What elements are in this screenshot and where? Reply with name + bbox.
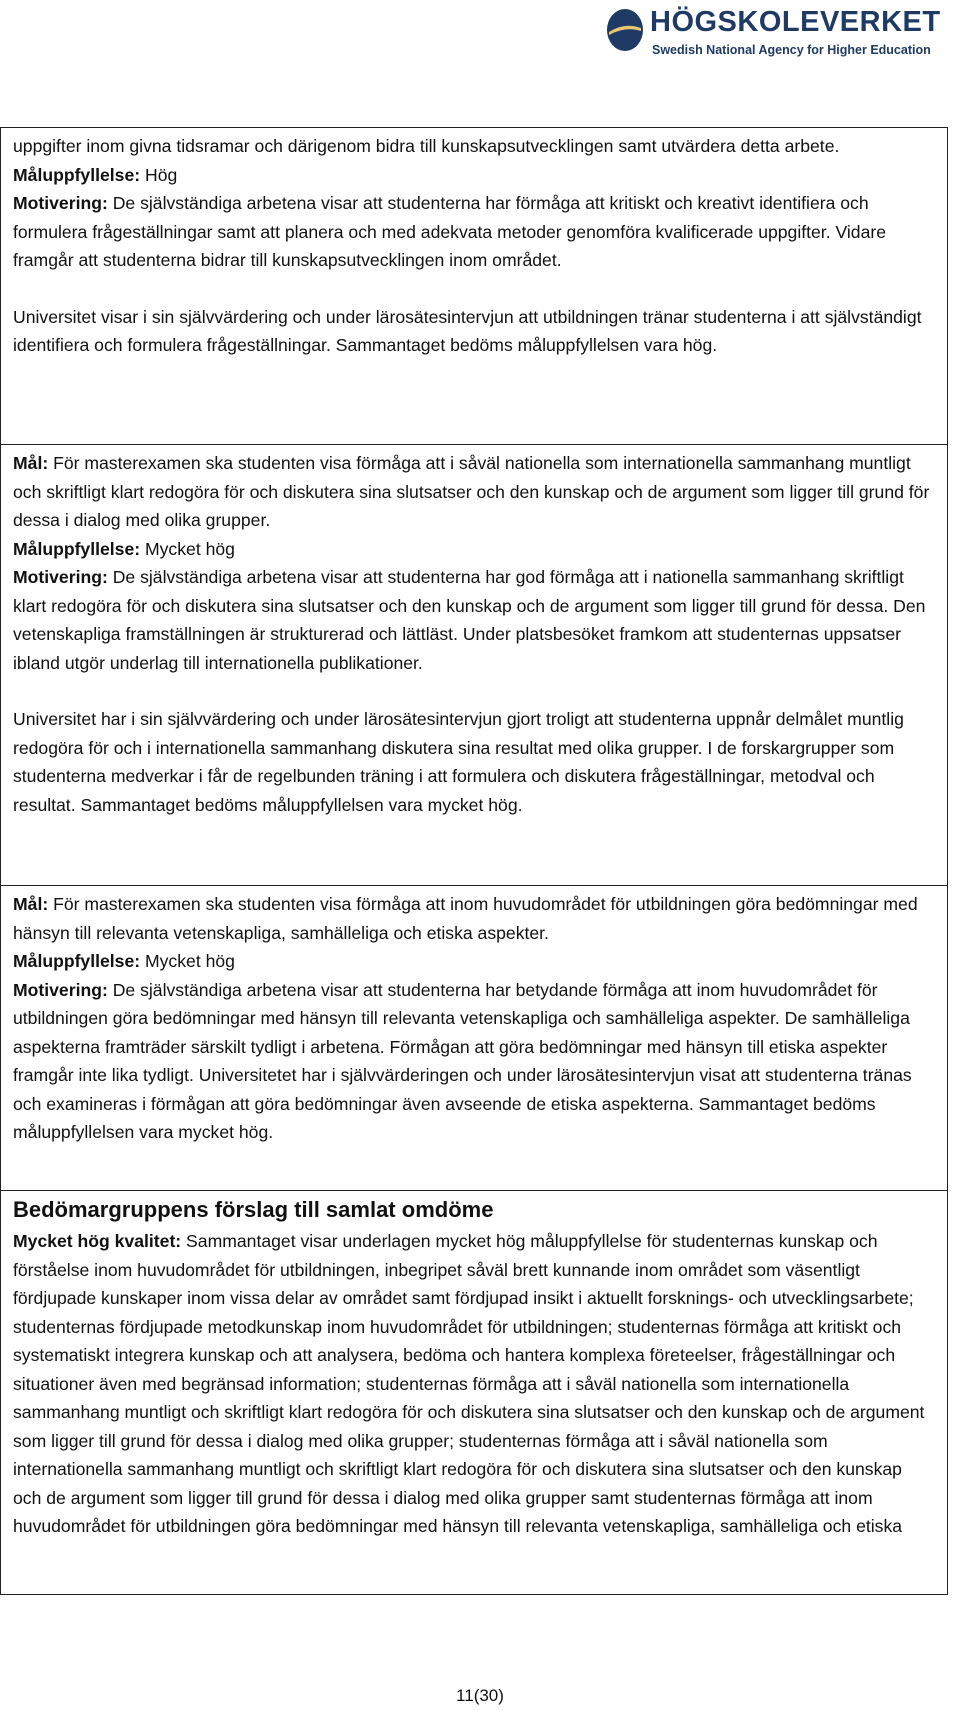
- logo-name: HÖGSKOLEVERKET: [650, 6, 941, 38]
- mal-paragraph: [13, 449, 935, 535]
- mal-paragraph: [13, 890, 935, 947]
- section-heading: Bedömargruppens förslag till samlat omdöme: [13, 1197, 494, 1222]
- paragraph: Universitet visar i sin självvärdering och under lärosätesintervjun att utbildningen tränar studenterna i att självständigt identifiera och formulera frågeställningar. Sammantaget bedöms måluppfyllelsen vara hög.: [13, 306, 922, 355]
- logo-emblem-icon: [606, 8, 644, 52]
- maluppfyllelse-line: [13, 947, 935, 976]
- assessment-box-3: [0, 885, 948, 1191]
- text: Sammantaget visar underlagen mycket hög måluppfyllelse för studenternas kunskap och förståelse inom huvudområdet för utbildningen, inbegripet såväl brett kunnande inom området som väsentligt fördjupade kunskaper inom vissa delar av området samt fördjupad insikt i aktuellt forsknings- och utvecklingsarbete; studenternas fördjupade metodkunskap inom huvudområdet för utbildningen; studenternas förmåga att kritiskt och systematiskt integrera kunskap och att analysera, bedöma och hantera komplexa företeelser, frågeställningar och situationer även med begränsad information; studenternas förmåga att i såväl nationella som internationella sammanhang muntligt och skriftligt klart redogöra för och diskutera sina slutsatser och den kunskap och de argument som ligger till grund för dessa i dialog med olika grupper; studenternas förmåga att i såväl nationella som internationella sammanhang muntligt och skriftligt klart redogöra för och diskutera sina slutsatser och den kunskap och de argument som ligger till grund för dessa i dialog med olika grupper samt studenternas förmåga att inom huvudområdet för utbildningen göra bedömningar med hänsyn till relevanta vetenskapliga, samhälleliga och etiska: [13, 1231, 925, 1536]
- motivering-paragraph: [13, 976, 935, 1147]
- text: De självständiga arbetena visar att studenterna har god förmåga att i nationella sammanhang skriftligt klart redogöra för och diskutera sina slutsatser och den kunskap och de argument som ligger till grund för dessa. Den vetenskapliga framställningen är strukturerad och lättläst. Under platsbesöket framkom att studenternas uppsatser ibland utgör underlag till internationella publikationer.: [13, 567, 926, 673]
- logo-subtitle: Swedish National Agency for Higher Education: [652, 43, 931, 57]
- label: Mål:: [13, 894, 49, 914]
- kvalitet-paragraph: [13, 1227, 935, 1541]
- paragraph: uppgifter inom givna tidsramar och därigenom bidra till kunskapsutvecklingen samt utvärdera detta arbete.: [13, 136, 840, 156]
- paragraph: Universitet har i sin självvärdering och under lärosätesintervjun gjort troligt att studenterna uppnår delmålet muntlig redogöra för och i internationella sammanhang diskutera sina resultat med olika grupper. I de forskargrupper som studenterna medverkar i får de regelbunden träning i att formulera och diskutera frågeställningar, metodval och resultat. Sammantaget bedöms måluppfyllelsen vara mycket hög.: [13, 709, 904, 815]
- text: För masterexamen ska studenten visa förmåga att inom huvudområdet för utbildningen göra bedömningar med hänsyn till relevanta vetenskapliga, samhälleliga och etiska aspekter.: [13, 894, 918, 943]
- label: Mål:: [13, 453, 49, 473]
- text: De självständiga arbetena visar att studenterna har förmåga att kritiskt och kreativt identifiera och formulera frågeställningar samt att planera och med adekvata metoder genomföra kvalificerade uppgifter. Vidare framgår att studenterna bidrar till kunskapsutvecklingen inom området.: [13, 193, 887, 270]
- value: Hög: [140, 164, 178, 185]
- label: Mycket hög kvalitet:: [13, 1231, 182, 1251]
- assessment-box-1: [0, 127, 948, 445]
- hogskoleverket-logo: [606, 6, 960, 68]
- maluppfyllelse-line: [13, 535, 935, 564]
- text: De självständiga arbetena visar att studenterna har betydande förmåga att inom huvudområdet för utbildningen göra bedömningar med hänsyn till relevanta vetenskapliga och samhälleliga aspekter. De samhälleliga aspekterna framträder särskilt tydligt i arbetena. Förmågan att göra bedömningar med hänsyn till etiska aspekter framgår inte lika tydligt. Universitetet har i självvärderingen och under lärosätesintervjun visat att studenterna tränas och examineras i förmågan att göra bedömningar även avseende de etiska aspekterna. Sammantaget bedöms måluppfyllelsen vara mycket hög.: [13, 979, 912, 1142]
- label: Motivering:: [13, 979, 108, 1000]
- page-number: 11(30): [456, 1686, 504, 1705]
- motivering-paragraph: [13, 563, 935, 677]
- label: Motivering:: [13, 193, 108, 213]
- assessment-box-2: [0, 444, 948, 886]
- label: Måluppfyllelse:: [13, 164, 141, 185]
- motivering-paragraph: [13, 189, 935, 275]
- label: Motivering:: [13, 567, 108, 587]
- maluppfyllelse-line: [13, 161, 935, 190]
- label: Måluppfyllelse:: [13, 951, 141, 971]
- value: Mycket hög: [140, 951, 235, 971]
- text: För masterexamen ska studenten visa förmåga att i såväl nationella som internationella sammanhang muntligt och skriftligt klart redogöra för och diskutera sina slutsatser och den kunskap och de argument som ligger till grund för dessa i dialog med olika grupper.: [13, 453, 930, 530]
- label: Måluppfyllelse:: [13, 538, 141, 559]
- value: Mycket hög: [140, 538, 235, 559]
- samlat-omdome-box: [0, 1190, 948, 1595]
